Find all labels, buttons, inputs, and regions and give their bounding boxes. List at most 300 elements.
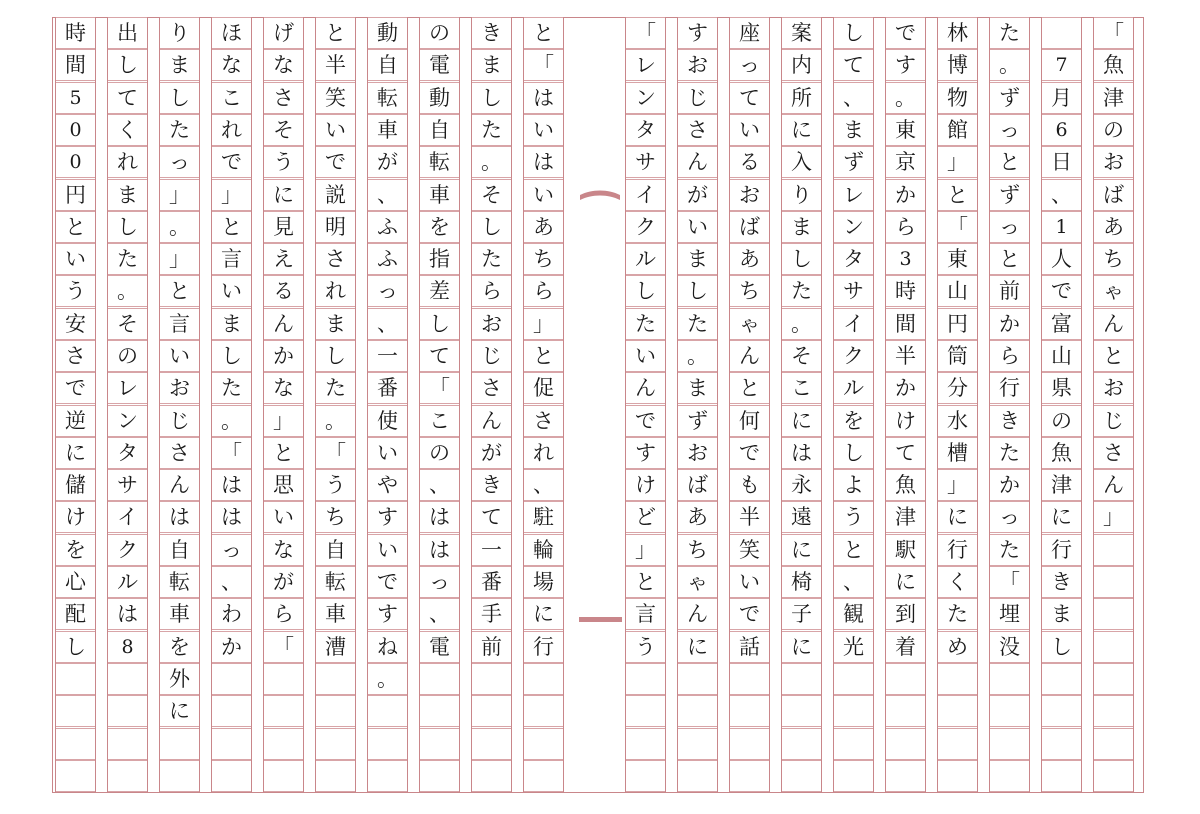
manuscript-cell: 8 <box>108 631 147 663</box>
manuscript-cell: 。 <box>886 82 925 114</box>
manuscript-cell: に <box>782 534 821 566</box>
manuscript-cell: 1 <box>1042 211 1081 243</box>
manuscript-cell: ゃ <box>730 308 769 340</box>
manuscript-cell: 話 <box>730 631 769 663</box>
manuscript-cell: 転 <box>420 146 459 178</box>
manuscript-cell: 富 <box>1042 308 1081 340</box>
manuscript-cell <box>990 728 1029 760</box>
manuscript-cell: 。 <box>472 146 511 178</box>
manuscript-cell: っ <box>730 49 769 81</box>
manuscript-cell: お <box>472 308 511 340</box>
manuscript-cell: 手 <box>472 598 511 630</box>
manuscript-cell: か <box>990 469 1029 501</box>
manuscript-cell <box>886 760 925 792</box>
manuscript-cell: て <box>108 82 147 114</box>
manuscript-cell: ん <box>1094 469 1133 501</box>
manuscript-cell: と <box>56 211 95 243</box>
manuscript-cell <box>56 760 95 792</box>
manuscript-cell: ん <box>730 340 769 372</box>
manuscript-cell <box>160 728 199 760</box>
manuscript-cell: 遠 <box>782 501 821 533</box>
manuscript-cell <box>626 760 665 792</box>
manuscript-cell: ら <box>524 275 563 307</box>
manuscript-cell: 配 <box>56 598 95 630</box>
manuscript-cell: じ <box>160 405 199 437</box>
manuscript-cell: で <box>886 17 925 49</box>
manuscript-cell: あ <box>524 211 563 243</box>
manuscript-cell: し <box>834 437 873 469</box>
manuscript-cell: 漕 <box>316 631 355 663</box>
manuscript-cell: た <box>990 437 1029 469</box>
manuscript-cell: 笑 <box>730 534 769 566</box>
manuscript-cell: タ <box>626 114 665 146</box>
left-page-column <box>55 17 96 793</box>
manuscript-cell: 。 <box>160 211 199 243</box>
manuscript-cell: 転 <box>316 566 355 598</box>
manuscript-cell: 円 <box>938 308 977 340</box>
manuscript-cell: と <box>990 243 1029 275</box>
manuscript-cell: 5 <box>56 82 95 114</box>
manuscript-cell: 車 <box>368 114 407 146</box>
manuscript-cell: イ <box>108 501 147 533</box>
manuscript-cell: 半 <box>886 340 925 372</box>
manuscript-cell: 「 <box>1094 17 1133 49</box>
manuscript-cell: 自 <box>420 114 459 146</box>
manuscript-cell: っ <box>160 146 199 178</box>
manuscript-cell: な <box>264 372 303 404</box>
manuscript-cell: っ <box>420 566 459 598</box>
manuscript-cell: と <box>316 17 355 49</box>
manuscript-cell: ち <box>316 501 355 533</box>
manuscript-cell: 」 <box>212 179 251 211</box>
manuscript-cell: サ <box>108 469 147 501</box>
manuscript-cell: 行 <box>990 372 1029 404</box>
manuscript-cell: 」 <box>626 534 665 566</box>
manuscript-cell: ん <box>626 372 665 404</box>
manuscript-cell: ら <box>264 598 303 630</box>
manuscript-cell <box>420 663 459 695</box>
left-page-column <box>471 17 512 793</box>
manuscript-cell: た <box>990 534 1029 566</box>
manuscript-cell: た <box>108 243 147 275</box>
manuscript-cell: 。 <box>368 663 407 695</box>
left-page-column <box>263 17 304 793</box>
manuscript-cell: れ <box>524 437 563 469</box>
manuscript-cell: た <box>990 17 1029 49</box>
manuscript-cell: は <box>782 437 821 469</box>
manuscript-cell: 、 <box>212 566 251 598</box>
manuscript-cell: 」 <box>1094 501 1133 533</box>
manuscript-cell: 電 <box>420 631 459 663</box>
manuscript-cell: 前 <box>990 275 1029 307</box>
manuscript-cell: 津 <box>1042 469 1081 501</box>
manuscript-cell: い <box>524 179 563 211</box>
manuscript-cell <box>264 695 303 727</box>
manuscript-cell: く <box>938 566 977 598</box>
manuscript-cell: ま <box>108 179 147 211</box>
manuscript-cell: 使 <box>368 405 407 437</box>
manuscript-cell: ら <box>990 340 1029 372</box>
manuscript-cell: わ <box>212 598 251 630</box>
manuscript-cell: し <box>782 243 821 275</box>
manuscript-cell: で <box>368 566 407 598</box>
manuscript-cell <box>1042 728 1081 760</box>
manuscript-cell <box>108 695 147 727</box>
manuscript-cell: ず <box>678 405 717 437</box>
manuscript-cell: に <box>678 631 717 663</box>
manuscript-cell: な <box>212 49 251 81</box>
manuscript-cell: 「 <box>264 631 303 663</box>
manuscript-cell: 見 <box>264 211 303 243</box>
manuscript-cell: て <box>834 49 873 81</box>
manuscript-cell: し <box>834 17 873 49</box>
manuscript-cell: う <box>834 501 873 533</box>
manuscript-cell: じ <box>678 82 717 114</box>
manuscript-cell: じ <box>472 340 511 372</box>
manuscript-cell: 心 <box>56 566 95 598</box>
manuscript-cell: の <box>420 17 459 49</box>
manuscript-cell: 魚 <box>1094 49 1133 81</box>
manuscript-cell: が <box>264 566 303 598</box>
manuscript-cell: ク <box>834 340 873 372</box>
manuscript-cell: 永 <box>782 469 821 501</box>
manuscript-cell: 座 <box>730 17 769 49</box>
manuscript-cell: と <box>1094 340 1133 372</box>
manuscript-cell: 」 <box>938 146 977 178</box>
manuscript-cell: ん <box>264 308 303 340</box>
manuscript-cell: げ <box>264 17 303 49</box>
manuscript-cell <box>108 728 147 760</box>
manuscript-cell: 。 <box>678 340 717 372</box>
manuscript-cell: い <box>626 340 665 372</box>
manuscript-cell <box>56 663 95 695</box>
manuscript-cell: 「 <box>626 17 665 49</box>
manuscript-cell <box>834 695 873 727</box>
manuscript-cell: の <box>1042 405 1081 437</box>
manuscript-cell: 」 <box>160 243 199 275</box>
manuscript-cell: と <box>834 534 873 566</box>
manuscript-cell <box>212 663 251 695</box>
manuscript-cell: を <box>160 631 199 663</box>
manuscript-cell <box>316 728 355 760</box>
manuscript-cell: 没 <box>990 631 1029 663</box>
manuscript-cell: イ <box>626 179 665 211</box>
manuscript-cell: い <box>56 243 95 275</box>
manuscript-cell: 円 <box>56 179 95 211</box>
manuscript-cell: は <box>108 598 147 630</box>
manuscript-cell: 物 <box>938 82 977 114</box>
manuscript-cell: し <box>678 275 717 307</box>
manuscript-cell: こ <box>420 405 459 437</box>
manuscript-cell <box>834 663 873 695</box>
manuscript-cell: し <box>56 631 95 663</box>
manuscript-cell: に <box>264 179 303 211</box>
manuscript-cell: 、 <box>420 598 459 630</box>
manuscript-cell: 「 <box>938 211 977 243</box>
manuscript-cell: 転 <box>160 566 199 598</box>
manuscript-cell: に <box>160 695 199 727</box>
manuscript-cell: に <box>782 631 821 663</box>
manuscript-cell: ゃ <box>1094 275 1133 307</box>
manuscript-cell: に <box>886 566 925 598</box>
manuscript-cell: さ <box>524 405 563 437</box>
manuscript-cell: 「 <box>524 49 563 81</box>
manuscript-cell: 前 <box>472 631 511 663</box>
manuscript-cell: ら <box>886 211 925 243</box>
manuscript-cell: 博 <box>938 49 977 81</box>
manuscript-cell: の <box>420 437 459 469</box>
manuscript-cell: 安 <box>56 308 95 340</box>
manuscript-cell: と <box>938 179 977 211</box>
manuscript-cell <box>108 663 147 695</box>
manuscript-cell: こ <box>212 82 251 114</box>
manuscript-cell: 」 <box>938 469 977 501</box>
manuscript-cell: ん <box>160 469 199 501</box>
manuscript-cell <box>1094 566 1133 598</box>
manuscript-cell: 時 <box>886 275 925 307</box>
manuscript-cell <box>938 663 977 695</box>
manuscript-cell: さ <box>160 437 199 469</box>
manuscript-cell: は <box>160 501 199 533</box>
manuscript-cell <box>626 663 665 695</box>
manuscript-cell: し <box>108 49 147 81</box>
manuscript-cell <box>472 663 511 695</box>
manuscript-cell: と <box>626 566 665 598</box>
manuscript-cell: 半 <box>730 501 769 533</box>
manuscript-cell: 車 <box>420 179 459 211</box>
manuscript-cell: ン <box>108 405 147 437</box>
manuscript-cell <box>886 728 925 760</box>
right-page-column <box>625 17 666 793</box>
manuscript-cell: け <box>56 501 95 533</box>
manuscript-cell: る <box>264 275 303 307</box>
manuscript-cell: れ <box>212 114 251 146</box>
manuscript-cell: 説 <box>316 179 355 211</box>
manuscript-cell: と <box>212 211 251 243</box>
right-page-column <box>989 17 1030 793</box>
manuscript-cell: を <box>56 534 95 566</box>
manuscript-cell: に <box>782 405 821 437</box>
manuscript-cell: ゃ <box>678 566 717 598</box>
manuscript-cell: 案 <box>782 17 821 49</box>
manuscript-cell: ま <box>678 243 717 275</box>
manuscript-cell <box>264 760 303 792</box>
manuscript-cell: 差 <box>420 275 459 307</box>
manuscript-cell: が <box>678 179 717 211</box>
manuscript-cell: す <box>368 598 407 630</box>
manuscript-cell <box>420 728 459 760</box>
manuscript-cell <box>420 695 459 727</box>
manuscript-cell: い <box>264 501 303 533</box>
manuscript-cell: さ <box>472 372 511 404</box>
manuscript-cell: 山 <box>1042 340 1081 372</box>
manuscript-cell: が <box>472 437 511 469</box>
manuscript-cell <box>56 728 95 760</box>
manuscript-cell: っ <box>990 501 1029 533</box>
manuscript-cell: に <box>524 598 563 630</box>
manuscript-cell: ち <box>730 275 769 307</box>
manuscript-cell: 3 <box>886 243 925 275</box>
manuscript-cell: タ <box>108 437 147 469</box>
manuscript-cell: そ <box>472 179 511 211</box>
manuscript-cell: い <box>316 114 355 146</box>
manuscript-cell: ち <box>678 534 717 566</box>
manuscript-cell: 。 <box>782 308 821 340</box>
manuscript-cell: い <box>160 340 199 372</box>
manuscript-cell: 月 <box>1042 82 1081 114</box>
manuscript-cell: し <box>626 275 665 307</box>
manuscript-cell: ン <box>834 211 873 243</box>
manuscript-cell: て <box>472 501 511 533</box>
manuscript-cell: た <box>160 114 199 146</box>
manuscript-cell: ま <box>316 308 355 340</box>
manuscript-cell: は <box>524 82 563 114</box>
manuscript-cell: で <box>730 437 769 469</box>
manuscript-cell: し <box>420 308 459 340</box>
manuscript-cell <box>264 728 303 760</box>
manuscript-cell: ク <box>626 211 665 243</box>
manuscript-cell: 「 <box>316 437 355 469</box>
manuscript-cell: レ <box>834 179 873 211</box>
manuscript-cell: た <box>212 372 251 404</box>
manuscript-cell: ん <box>472 405 511 437</box>
manuscript-cell: 光 <box>834 631 873 663</box>
manuscript-cell: 、 <box>834 82 873 114</box>
manuscript-cell: た <box>938 598 977 630</box>
left-page-column <box>419 17 460 793</box>
manuscript-cell: 「 <box>212 437 251 469</box>
manuscript-cell: 、 <box>368 179 407 211</box>
manuscript-cell: も <box>730 469 769 501</box>
manuscript-cell: う <box>626 631 665 663</box>
manuscript-cell: す <box>626 437 665 469</box>
manuscript-cell: 。 <box>316 405 355 437</box>
manuscript-cell <box>212 760 251 792</box>
manuscript-cell: と <box>524 340 563 372</box>
manuscript-cell <box>472 760 511 792</box>
manuscript-cell <box>264 663 303 695</box>
manuscript-cell: レ <box>108 372 147 404</box>
manuscript-cell: ん <box>678 146 717 178</box>
manuscript-cell: き <box>472 469 511 501</box>
manuscript-cell: ル <box>626 243 665 275</box>
manuscript-cell <box>938 728 977 760</box>
manuscript-cell <box>782 695 821 727</box>
manuscript-cell <box>316 663 355 695</box>
manuscript-cell: 分 <box>938 372 977 404</box>
manuscript-cell: な <box>264 534 303 566</box>
manuscript-cell: す <box>886 49 925 81</box>
manuscript-cell: て <box>730 82 769 114</box>
manuscript-cell <box>212 695 251 727</box>
manuscript-cell <box>524 695 563 727</box>
manuscript-cell <box>108 760 147 792</box>
manuscript-cell: 番 <box>472 566 511 598</box>
manuscript-cell: 言 <box>626 598 665 630</box>
manuscript-cell: 明 <box>316 211 355 243</box>
manuscript-cell: ふ <box>368 211 407 243</box>
manuscript-cell: あ <box>1094 211 1133 243</box>
manuscript-cell: 行 <box>1042 534 1081 566</box>
manuscript-cell: う <box>316 469 355 501</box>
manuscript-cell: で <box>1042 275 1081 307</box>
manuscript-cell <box>1094 598 1133 630</box>
manuscript-cell: 間 <box>886 308 925 340</box>
manuscript-cell: 県 <box>1042 372 1081 404</box>
manuscript-cell: さ <box>678 114 717 146</box>
manuscript-cell: う <box>264 146 303 178</box>
manuscript-cell: し <box>160 82 199 114</box>
manuscript-cell <box>524 728 563 760</box>
manuscript-cell: か <box>264 340 303 372</box>
manuscript-cell: け <box>886 405 925 437</box>
right-page-column <box>1093 17 1134 793</box>
manuscript-cell: し <box>472 82 511 114</box>
manuscript-cell: の <box>108 340 147 372</box>
manuscript-cell <box>626 695 665 727</box>
manuscript-cell <box>316 760 355 792</box>
manuscript-cell: 筒 <box>938 340 977 372</box>
manuscript-cell: 逆 <box>56 405 95 437</box>
manuscript-cell <box>886 695 925 727</box>
manuscript-cell: ば <box>678 469 717 501</box>
right-page-column <box>677 17 718 793</box>
manuscript-cell: た <box>472 114 511 146</box>
manuscript-cell <box>834 760 873 792</box>
manuscript-cell: 車 <box>160 598 199 630</box>
manuscript-cell: な <box>264 49 303 81</box>
manuscript-cell <box>1094 631 1133 663</box>
manuscript-cell: サ <box>626 146 665 178</box>
manuscript-cell: け <box>626 469 665 501</box>
manuscript-cell: レ <box>626 49 665 81</box>
manuscript-cell: を <box>834 405 873 437</box>
manuscript-cell: 車 <box>316 598 355 630</box>
manuscript-cell: 」 <box>160 179 199 211</box>
manuscript-cell: 行 <box>524 631 563 663</box>
manuscript-cell: で <box>56 372 95 404</box>
manuscript-cell: た <box>782 275 821 307</box>
manuscript-cell: ル <box>108 566 147 598</box>
manuscript-cell <box>626 728 665 760</box>
manuscript-cell: 槽 <box>938 437 977 469</box>
manuscript-cell: 6 <box>1042 114 1081 146</box>
manuscript-cell: き <box>1042 566 1081 598</box>
manuscript-cell: と <box>264 437 303 469</box>
manuscript-cell: 一 <box>472 534 511 566</box>
manuscript-cell: い <box>730 114 769 146</box>
left-page-column <box>159 17 200 793</box>
manuscript-cell: さ <box>316 243 355 275</box>
manuscript-cell: 」 <box>524 308 563 340</box>
manuscript-cell: 。 <box>108 275 147 307</box>
manuscript-cell: し <box>212 340 251 372</box>
manuscript-cell: を <box>420 211 459 243</box>
manuscript-cell: く <box>108 114 147 146</box>
manuscript-cell <box>990 760 1029 792</box>
manuscript-cell: と <box>524 17 563 49</box>
manuscript-cell: ん <box>678 598 717 630</box>
right-page-column <box>885 17 926 793</box>
manuscript-cell: お <box>678 437 717 469</box>
manuscript-cell: っ <box>990 211 1029 243</box>
right-page-column <box>833 17 874 793</box>
manuscript-cell <box>1042 695 1081 727</box>
manuscript-cell <box>420 760 459 792</box>
manuscript-cell <box>524 760 563 792</box>
manuscript-cell: い <box>212 275 251 307</box>
manuscript-cell: は <box>212 501 251 533</box>
